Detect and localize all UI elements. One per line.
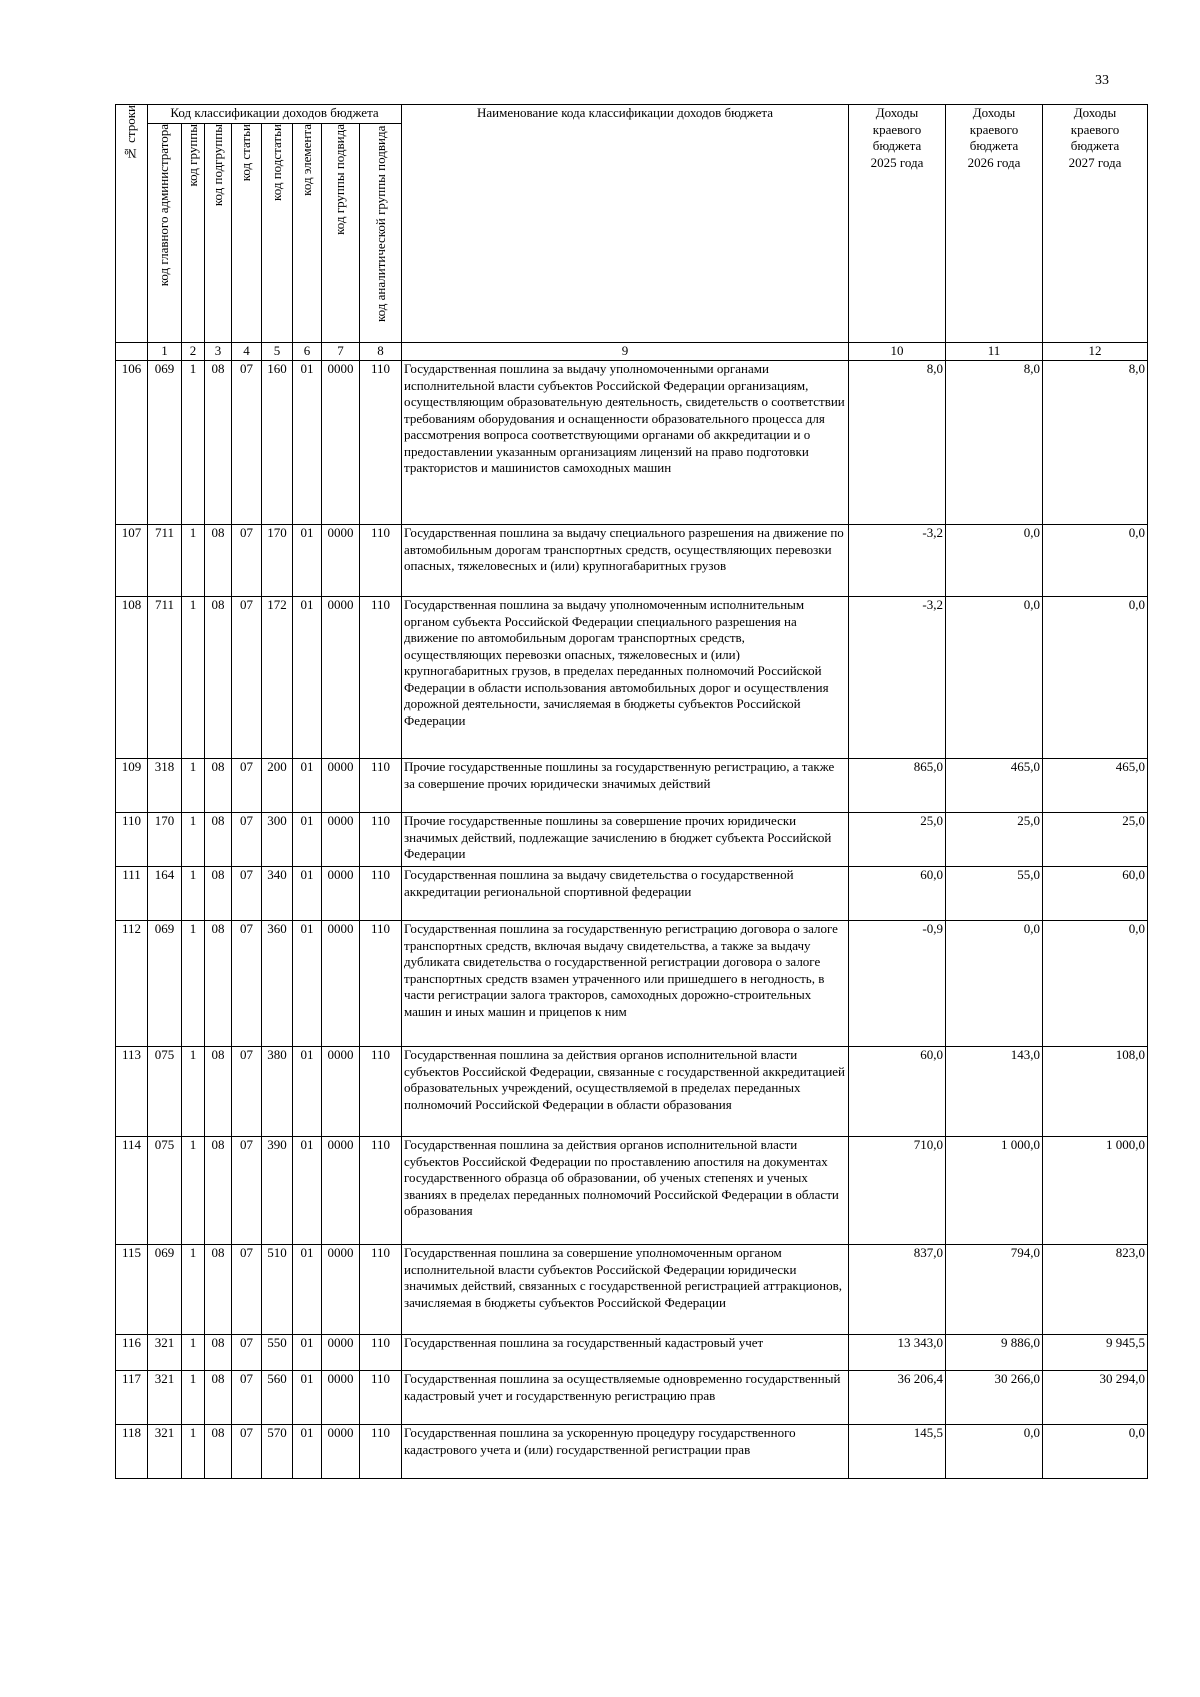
row-number: 117	[116, 1371, 148, 1425]
amount-2025: -3,2	[849, 525, 946, 597]
article-code: 07	[232, 1047, 262, 1137]
subgroup-code: 08	[205, 1335, 232, 1371]
revenue-name: Государственная пошлина за совершение уполномоченным органом исполнительной власти субъектов Российской Федерации юридически значимых действий, связанных с государственной регистрацией аттракционов, зачисляемая в бюджеты субъектов Российской Федерации	[402, 1245, 849, 1335]
subgroup-code: 08	[205, 759, 232, 813]
amount-2025: 865,0	[849, 759, 946, 813]
table-row	[116, 1371, 1148, 1425]
amount-2025: 60,0	[849, 1047, 946, 1137]
admin-code: 075	[148, 1137, 182, 1245]
subarticle-code: 510	[262, 1245, 293, 1335]
column-number: 3	[205, 343, 232, 361]
analytic-group-code: 110	[360, 921, 402, 1047]
group-code: 1	[182, 361, 205, 525]
column-number: 10	[849, 343, 946, 361]
group-code: 1	[182, 525, 205, 597]
subgroup-code: 08	[205, 1425, 232, 1479]
subarticle-code-header: код подстатьи	[262, 124, 293, 343]
table-row	[116, 525, 1148, 597]
group-code: 1	[182, 597, 205, 759]
amount-2026: 0,0	[946, 597, 1043, 759]
analytic-group-code: 110	[360, 361, 402, 525]
page-number: 33	[1095, 73, 1109, 88]
revenue-name: Прочие государственные пошлины за государственную регистрацию, а также за совершение прочих юридически значимых действий	[402, 759, 849, 813]
subgroup-code: 08	[205, 813, 232, 867]
subarticle-code: 570	[262, 1425, 293, 1479]
admin-code: 069	[148, 921, 182, 1047]
admin-code: 318	[148, 759, 182, 813]
element-code: 01	[293, 867, 322, 921]
subarticle-code: 300	[262, 813, 293, 867]
amount-2026: 0,0	[946, 921, 1043, 1047]
table-row	[116, 759, 1148, 813]
amount-2027: 823,0	[1043, 1245, 1148, 1335]
analytic-group-code: 110	[360, 759, 402, 813]
row-number: 118	[116, 1425, 148, 1479]
amount-2025-header: Доходы краевого бюджета 2025 года	[849, 105, 946, 343]
admin-code: 711	[148, 525, 182, 597]
amount-2027: 9 945,5	[1043, 1335, 1148, 1371]
group-code: 1	[182, 1137, 205, 1245]
subarticle-code: 160	[262, 361, 293, 525]
amount-2027: 8,0	[1043, 361, 1148, 525]
element-code: 01	[293, 361, 322, 525]
revenue-name: Государственная пошлина за выдачу специального разрешения на движение по автомобильным дорогам транспортных средств, осуществляющих перевозки опасных, тяжеловесных и (или) крупногабаритных грузов	[402, 525, 849, 597]
table-header	[116, 105, 1148, 361]
table-row	[116, 1425, 1148, 1479]
subarticle-code: 560	[262, 1371, 293, 1425]
revenue-classification-table	[115, 104, 1148, 1479]
revenue-name: Прочие государственные пошлины за совершение прочих юридически значимых действий, подлежащие зачислению в бюджет субъекта Российской Федерации	[402, 813, 849, 867]
column-number: 6	[293, 343, 322, 361]
column-number: 4	[232, 343, 262, 361]
column-number: 9	[402, 343, 849, 361]
table-row	[116, 867, 1148, 921]
element-code: 01	[293, 1425, 322, 1479]
subtype-group-code: 0000	[322, 921, 360, 1047]
amount-2025: 25,0	[849, 813, 946, 867]
admin-code: 321	[148, 1335, 182, 1371]
amount-2027-header: Доходы краевого бюджета 2027 года	[1043, 105, 1148, 343]
article-code: 07	[232, 1335, 262, 1371]
subarticle-code: 172	[262, 597, 293, 759]
element-code: 01	[293, 813, 322, 867]
element-code-header: код элемента	[293, 124, 322, 343]
subtype-group-code: 0000	[322, 1245, 360, 1335]
amount-2027: 0,0	[1043, 525, 1148, 597]
subgroup-code: 08	[205, 525, 232, 597]
classification-group-header: Код классификации доходов бюджета	[148, 105, 402, 124]
amount-2026: 25,0	[946, 813, 1043, 867]
amount-2025: 36 206,4	[849, 1371, 946, 1425]
column-number	[116, 343, 148, 361]
subgroup-code: 08	[205, 1245, 232, 1335]
row-number: 107	[116, 525, 148, 597]
table-row	[116, 1335, 1148, 1371]
subtype-group-code-header: код группы подвида	[322, 124, 360, 343]
subtype-group-code: 0000	[322, 759, 360, 813]
amount-2025: 837,0	[849, 1245, 946, 1335]
amount-2027: 60,0	[1043, 867, 1148, 921]
amount-2025: 710,0	[849, 1137, 946, 1245]
subarticle-code: 170	[262, 525, 293, 597]
article-code: 07	[232, 813, 262, 867]
amount-2025: 60,0	[849, 867, 946, 921]
table-row	[116, 597, 1148, 759]
amount-2027: 0,0	[1043, 597, 1148, 759]
amount-2026: 30 266,0	[946, 1371, 1043, 1425]
column-number: 11	[946, 343, 1043, 361]
group-code: 1	[182, 1371, 205, 1425]
element-code: 01	[293, 525, 322, 597]
group-code: 1	[182, 759, 205, 813]
group-code: 1	[182, 921, 205, 1047]
admin-code: 164	[148, 867, 182, 921]
column-number: 1	[148, 343, 182, 361]
amount-2027: 465,0	[1043, 759, 1148, 813]
table-row	[116, 921, 1148, 1047]
article-code: 07	[232, 361, 262, 525]
table-row	[116, 1137, 1148, 1245]
subtype-group-code: 0000	[322, 1137, 360, 1245]
amount-2026: 143,0	[946, 1047, 1043, 1137]
amount-2026: 9 886,0	[946, 1335, 1043, 1371]
revenue-name: Государственная пошлина за действия органов исполнительной власти субъектов Российской Федерации по проставлению апостиля на документах государственного образца об образовании, об ученых степенях и ученых званиях в пределах переданных полномочий Российской Федерации в области образования	[402, 1137, 849, 1245]
amount-2026-header: Доходы краевого бюджета 2026 года	[946, 105, 1043, 343]
admin-code-header: код главного администратора	[148, 124, 182, 343]
analytic-group-code: 110	[360, 867, 402, 921]
analytic-group-code: 110	[360, 525, 402, 597]
article-code: 07	[232, 525, 262, 597]
amount-2026: 55,0	[946, 867, 1043, 921]
row-number: 115	[116, 1245, 148, 1335]
row-number: 109	[116, 759, 148, 813]
analytic-group-code: 110	[360, 1047, 402, 1137]
admin-code: 711	[148, 597, 182, 759]
subtype-group-code: 0000	[322, 525, 360, 597]
column-number: 7	[322, 343, 360, 361]
table-row	[116, 1047, 1148, 1137]
element-code: 01	[293, 1335, 322, 1371]
amount-2027: 0,0	[1043, 921, 1148, 1047]
column-number: 2	[182, 343, 205, 361]
article-code: 07	[232, 1137, 262, 1245]
admin-code: 170	[148, 813, 182, 867]
revenue-name: Государственная пошлина за выдачу уполномоченным исполнительным органом субъекта Российской Федерации специального разрешения на движение по автомобильным дорогам транспортных средств, осуществляющих перевозки опасных, тяжеловесных и (или) крупногабаритных грузов, в пределах переданных полномочий Российской Федерации в области использования автомобильных дорог и осуществления дорожной деятельности, зачисляемая в бюджеты субъектов Российской Федерации	[402, 597, 849, 759]
table-body	[116, 361, 1148, 1479]
amount-2025: 8,0	[849, 361, 946, 525]
subarticle-code: 200	[262, 759, 293, 813]
element-code: 01	[293, 921, 322, 1047]
column-number: 8	[360, 343, 402, 361]
analytic-group-code: 110	[360, 1335, 402, 1371]
table-row	[116, 361, 1148, 525]
subtype-group-code: 0000	[322, 1335, 360, 1371]
amount-2027: 30 294,0	[1043, 1371, 1148, 1425]
revenue-name: Государственная пошлина за осуществляемые одновременно государственный кадастровый учет и государственную регистрацию прав	[402, 1371, 849, 1425]
amount-2026: 0,0	[946, 1425, 1043, 1479]
subarticle-code: 550	[262, 1335, 293, 1371]
subgroup-code: 08	[205, 921, 232, 1047]
subarticle-code: 380	[262, 1047, 293, 1137]
amount-2025: -3,2	[849, 597, 946, 759]
revenue-name: Государственная пошлина за ускоренную процедуру государственного кадастрового учета и (или) государственной регистрации прав	[402, 1425, 849, 1479]
subtype-group-code: 0000	[322, 597, 360, 759]
article-code: 07	[232, 867, 262, 921]
group-code: 1	[182, 813, 205, 867]
subtype-group-code: 0000	[322, 867, 360, 921]
analytic-group-code: 110	[360, 813, 402, 867]
analytic-group-code: 110	[360, 1425, 402, 1479]
amount-2026: 1 000,0	[946, 1137, 1043, 1245]
element-code: 01	[293, 1047, 322, 1137]
element-code: 01	[293, 597, 322, 759]
element-code: 01	[293, 1137, 322, 1245]
group-code: 1	[182, 1335, 205, 1371]
article-code: 07	[232, 1371, 262, 1425]
amount-2027: 25,0	[1043, 813, 1148, 867]
revenue-name: Государственная пошлина за государственный кадастровый учет	[402, 1335, 849, 1371]
subgroup-code: 08	[205, 361, 232, 525]
amount-2026: 465,0	[946, 759, 1043, 813]
article-code-header: код статьи	[232, 124, 262, 343]
group-code-header: код группы	[182, 124, 205, 343]
amount-2025: -0,9	[849, 921, 946, 1047]
row-number: 114	[116, 1137, 148, 1245]
row-number: 110	[116, 813, 148, 867]
element-code: 01	[293, 1371, 322, 1425]
row-number: 113	[116, 1047, 148, 1137]
group-code: 1	[182, 867, 205, 921]
element-code: 01	[293, 1245, 322, 1335]
subtype-group-code: 0000	[322, 1047, 360, 1137]
group-code: 1	[182, 1245, 205, 1335]
row-number: 106	[116, 361, 148, 525]
admin-code: 069	[148, 1245, 182, 1335]
analytic-group-code: 110	[360, 1137, 402, 1245]
admin-code: 075	[148, 1047, 182, 1137]
revenue-name: Государственная пошлина за выдачу свидетельства о государственной аккредитации региональной спортивной федерации	[402, 867, 849, 921]
column-number: 5	[262, 343, 293, 361]
amount-2025: 13 343,0	[849, 1335, 946, 1371]
revenue-name: Государственная пошлина за государственную регистрацию договора о залоге транспортных средств, включая выдачу свидетельства, а также за выдачу дубликата свидетельства о государственной регистрации договора о залоге транспортных средств взамен утраченного или пришедшего в негодность, в части регистрации залога тракторов, самоходных дорожно-строительных машин и иных машин и прицепов к ним	[402, 921, 849, 1047]
subgroup-code: 08	[205, 1047, 232, 1137]
subtype-group-code: 0000	[322, 1425, 360, 1479]
table-row	[116, 1245, 1148, 1335]
amount-2027: 1 000,0	[1043, 1137, 1148, 1245]
row-number: 111	[116, 867, 148, 921]
article-code: 07	[232, 759, 262, 813]
row-number: 116	[116, 1335, 148, 1371]
element-code: 01	[293, 759, 322, 813]
amount-2026: 0,0	[946, 525, 1043, 597]
analytic-group-code: 110	[360, 597, 402, 759]
amount-2025: 145,5	[849, 1425, 946, 1479]
name-header: Наименование кода классификации доходов бюджета	[402, 105, 849, 343]
group-code: 1	[182, 1425, 205, 1479]
column-number: 12	[1043, 343, 1148, 361]
analytic-group-code: 110	[360, 1245, 402, 1335]
revenue-name: Государственная пошлина за действия органов исполнительной власти субъектов Российской Федерации, связанные с государственной аккредитацией образовательных учреждений, осуществляемой в пределах переданных полномочий Российской Федерации в области образования	[402, 1047, 849, 1137]
table-row	[116, 813, 1148, 867]
article-code: 07	[232, 921, 262, 1047]
column-number-row	[116, 343, 1148, 361]
amount-2026: 794,0	[946, 1245, 1043, 1335]
amount-2027: 0,0	[1043, 1425, 1148, 1479]
subtype-group-code: 0000	[322, 813, 360, 867]
group-code: 1	[182, 1047, 205, 1137]
revenue-name: Государственная пошлина за выдачу уполномоченными органами исполнительной власти субъектов Российской Федерации организациям, осуществляющим образовательную деятельность, свидетельств о соответствии требованиям оборудования и оснащенности образовательного процесса для рассмотрения вопроса соответствующими органами об аккредитации и о предоставлении указанным организациям лицензий на право подготовки трактористов и машинистов самоходных машин	[402, 361, 849, 525]
subarticle-code: 340	[262, 867, 293, 921]
subgroup-code: 08	[205, 1137, 232, 1245]
admin-code: 321	[148, 1425, 182, 1479]
admin-code: 321	[148, 1371, 182, 1425]
subgroup-code: 08	[205, 1371, 232, 1425]
subarticle-code: 390	[262, 1137, 293, 1245]
article-code: 07	[232, 1245, 262, 1335]
article-code: 07	[232, 597, 262, 759]
subarticle-code: 360	[262, 921, 293, 1047]
row-number-header: № строки	[116, 105, 148, 343]
admin-code: 069	[148, 361, 182, 525]
analytic-group-code: 110	[360, 1371, 402, 1425]
analytic-group-code-header: код аналитической группы подвида	[360, 124, 402, 343]
row-number: 108	[116, 597, 148, 759]
subgroup-code: 08	[205, 597, 232, 759]
subtype-group-code: 0000	[322, 1371, 360, 1425]
amount-2027: 108,0	[1043, 1047, 1148, 1137]
row-number: 112	[116, 921, 148, 1047]
subtype-group-code: 0000	[322, 361, 360, 525]
article-code: 07	[232, 1425, 262, 1479]
subgroup-code: 08	[205, 867, 232, 921]
subgroup-code-header: код подгруппы	[205, 124, 232, 343]
amount-2026: 8,0	[946, 361, 1043, 525]
